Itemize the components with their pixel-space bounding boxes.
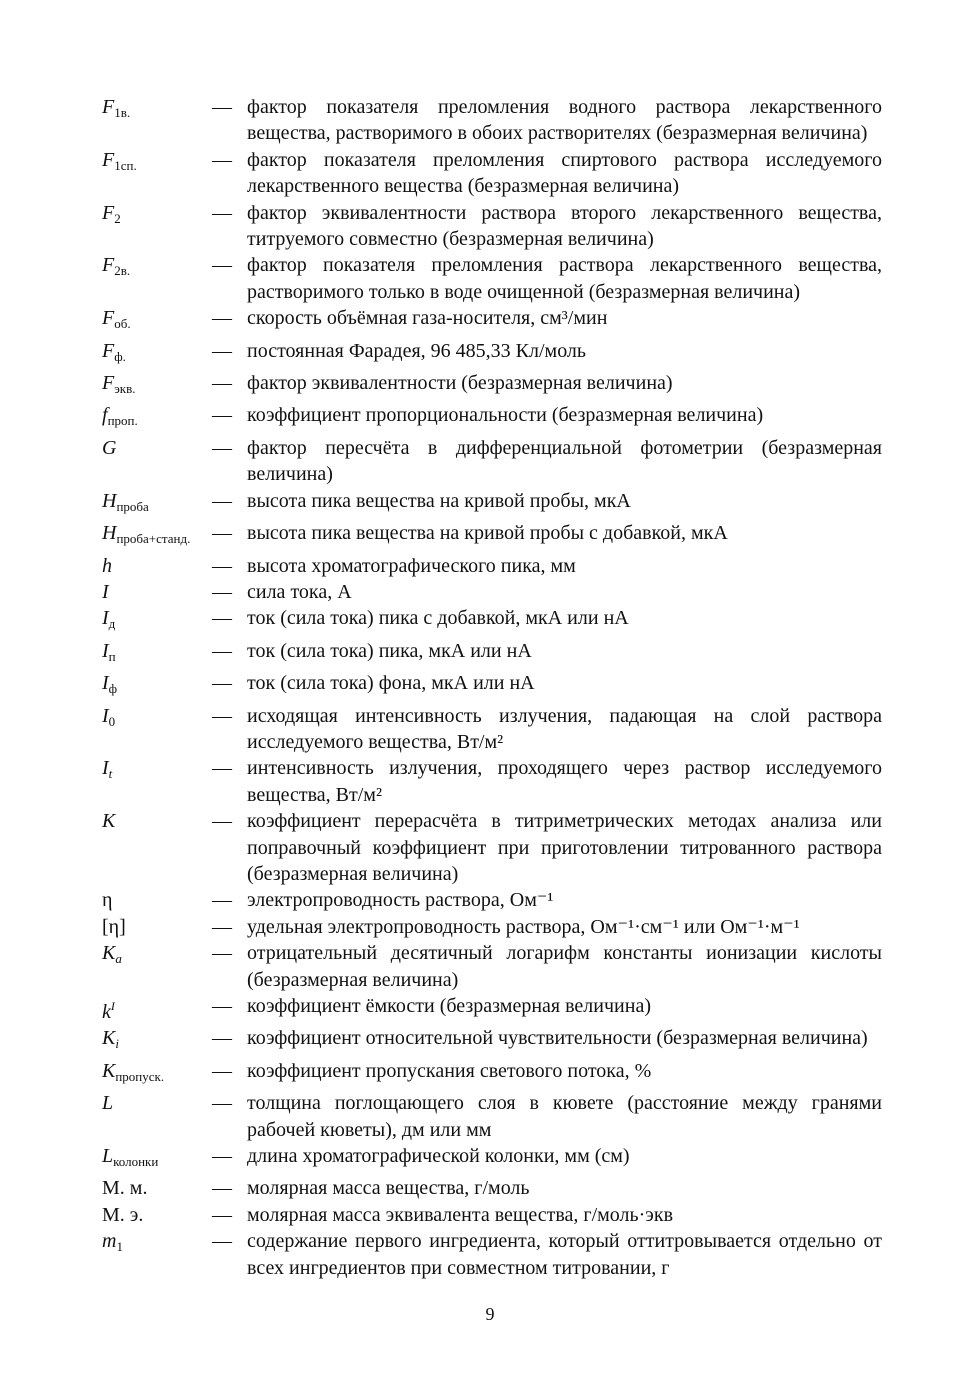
symbol-base: L xyxy=(102,1092,114,1115)
symbol xyxy=(102,914,212,940)
dash: — xyxy=(212,1145,232,1168)
symbol xyxy=(102,1175,212,1201)
glossary-entry xyxy=(102,305,882,337)
glossary-entry xyxy=(102,94,882,147)
dash: — xyxy=(212,1092,232,1115)
glossary-entry xyxy=(102,1090,882,1143)
symbol-subscript: 2в. xyxy=(114,263,131,279)
glossary-entry xyxy=(102,402,882,434)
definition: ток (сила тока) фона, мкА или нА xyxy=(247,672,535,695)
symbol xyxy=(102,1058,212,1090)
definition: коэффициент перерасчёта в титриметрических методах анализа или поправочный коэффициент при приготовлении титрованного раствора (безразмерная величина) xyxy=(247,810,882,885)
definition: молярная масса вещества, г/моль xyxy=(247,1177,530,1200)
symbol xyxy=(102,808,212,834)
definition: коэффициент относительной чувствительности (безразмерная величина) xyxy=(247,1027,868,1050)
symbol-base: М. м. xyxy=(102,1177,148,1200)
definition: удельная электропроводность раствора, Ом⁻¹·см⁻¹ или Ом⁻¹·м⁻¹ xyxy=(247,915,800,938)
dash: — xyxy=(212,915,232,938)
definition: длина хроматографической колонки, мм (см) xyxy=(247,1145,630,1168)
symbol xyxy=(102,488,212,520)
symbol-subscript: экв. xyxy=(114,381,136,397)
symbol xyxy=(102,993,212,1025)
symbol-subscript: проба+станд. xyxy=(116,531,191,547)
definition: интенсивность излучения, проходящего через раствор исследуемого вещества, Вт/м² xyxy=(247,757,882,806)
symbol-base: I xyxy=(102,639,109,662)
symbol-base: m xyxy=(102,1230,117,1253)
glossary-entry xyxy=(102,579,882,605)
symbol-base: k xyxy=(102,1001,111,1023)
symbol-subscript: 1сп. xyxy=(114,157,137,173)
symbol xyxy=(102,1025,212,1057)
symbol-subscript: п xyxy=(108,648,116,664)
symbol xyxy=(102,305,212,337)
symbol-base: I xyxy=(102,607,109,630)
definition: отрицательный десятичный логарифм константы ионизации кислоты (безразмерная величина) xyxy=(247,942,882,991)
definition: фактор пересчёта в дифференциальной фотометрии (безразмерная величина) xyxy=(247,436,882,486)
symbol xyxy=(102,1228,212,1260)
symbol-subscript: ф xyxy=(108,681,118,697)
dash: — xyxy=(212,372,232,395)
dash: — xyxy=(212,307,232,330)
symbol-subscript: i xyxy=(115,1036,119,1052)
symbol-base: H xyxy=(102,489,117,512)
symbol-base: K xyxy=(102,810,116,833)
glossary-entry xyxy=(102,1025,882,1057)
glossary-entry xyxy=(102,1058,882,1090)
symbol xyxy=(102,200,212,232)
symbol xyxy=(102,1090,212,1116)
symbol-subscript: об. xyxy=(114,316,131,332)
symbol-base: K xyxy=(102,942,116,965)
glossary-entry xyxy=(102,1202,882,1228)
dash: — xyxy=(212,1203,232,1226)
definition: постоянная Фарадея, 96 485,33 Кл/моль xyxy=(247,339,587,362)
dash: — xyxy=(212,672,232,695)
dash: — xyxy=(212,1230,232,1253)
definition: фактор показателя преломления спиртового раствора исследуемого лекарственного вещества (безразмерная величина) xyxy=(247,148,882,198)
glossary-entry xyxy=(102,370,882,402)
symbol xyxy=(102,940,212,972)
symbol xyxy=(102,670,212,702)
definition: сила тока, А xyxy=(247,580,352,603)
glossary-entry xyxy=(102,605,882,637)
symbol-base: I xyxy=(102,580,109,603)
dash: — xyxy=(212,489,232,512)
dash: — xyxy=(212,339,232,362)
symbol-base: f xyxy=(102,404,108,427)
symbol-base: η xyxy=(102,889,113,912)
dash: — xyxy=(212,639,232,662)
glossary-entry xyxy=(102,520,882,552)
symbol-base: H xyxy=(102,522,117,545)
dash: — xyxy=(212,1177,232,1200)
dash: — xyxy=(212,148,232,171)
symbol-subscript: д xyxy=(108,616,116,632)
symbol xyxy=(102,887,212,913)
glossary-entry xyxy=(102,703,882,756)
symbol-base: F xyxy=(102,201,115,224)
definition: высота хроматографического пика, мм xyxy=(247,554,576,577)
symbol-base: I xyxy=(102,672,109,695)
dash: — xyxy=(212,436,232,459)
symbol-subscript: 1в. xyxy=(114,105,131,120)
symbol-base: K xyxy=(102,1027,116,1050)
glossary-entry xyxy=(102,252,882,305)
symbol xyxy=(102,435,212,461)
dash: — xyxy=(212,810,232,833)
dash: — xyxy=(212,96,232,118)
dash: — xyxy=(212,201,232,224)
glossary-entry xyxy=(102,488,882,520)
symbol-subscript: колонки xyxy=(113,1154,159,1170)
dash: — xyxy=(212,522,232,545)
symbol-base: G xyxy=(102,436,117,459)
glossary-entry xyxy=(102,887,882,913)
definition: содержание первого ингредиента, который оттитровывается отдельно от всех ингредиентов при совместном титровании, г xyxy=(247,1230,882,1279)
symbol xyxy=(102,520,212,552)
symbol-subscript: 0 xyxy=(108,713,116,729)
glossary-entry xyxy=(102,1228,882,1281)
symbol xyxy=(102,703,212,735)
symbol xyxy=(102,579,212,605)
glossary-entry xyxy=(102,914,882,940)
symbol xyxy=(102,252,212,284)
notation-glossary xyxy=(102,94,882,1281)
definition: ток (сила тока) пика с добавкой, мкА или нА xyxy=(247,607,629,630)
symbol xyxy=(102,1202,212,1228)
symbol xyxy=(102,553,212,579)
symbol-base: F xyxy=(102,148,115,171)
symbol-base: F xyxy=(102,96,115,118)
dash: — xyxy=(212,607,232,630)
symbol-base: h xyxy=(102,554,112,577)
dash: — xyxy=(212,757,232,780)
dash: — xyxy=(212,404,232,427)
symbol-subscript: t xyxy=(108,766,113,782)
symbol xyxy=(102,755,212,787)
dash: — xyxy=(212,580,232,603)
symbol-subscript: пропуск. xyxy=(115,1068,165,1084)
dash: — xyxy=(212,889,232,912)
symbol-base: I xyxy=(102,704,109,727)
dash: — xyxy=(212,942,232,965)
definition: скорость объёмная газа-носителя, см³/мин xyxy=(247,307,608,330)
glossary-entry xyxy=(102,808,882,887)
dash: — xyxy=(212,995,232,1017)
symbol-base: М. э. xyxy=(102,1203,144,1226)
symbol xyxy=(102,147,212,179)
definition: фактор эквивалентности (безразмерная величина) xyxy=(247,372,673,395)
symbol-subscript: проп. xyxy=(107,413,138,429)
glossary-entry xyxy=(102,755,882,808)
definition: высота пика вещества на кривой пробы, мкА xyxy=(247,489,631,512)
definition: коэффициент пропускания светового потока, % xyxy=(247,1059,652,1082)
definition: коэффициент ёмкости (безразмерная величина) xyxy=(247,995,651,1017)
symbol-subscript: проба xyxy=(116,498,149,514)
symbol-base: K xyxy=(102,1059,116,1082)
glossary-entry xyxy=(102,993,882,1025)
glossary-entry xyxy=(102,553,882,579)
symbol-base: F xyxy=(102,372,115,395)
dash: — xyxy=(212,1059,232,1082)
symbol-base: F xyxy=(102,254,115,277)
glossary-entry xyxy=(102,1175,882,1201)
definition: исходящая интенсивность излучения, падающая на слой раствора исследуемого вещества, Вт/м² xyxy=(247,704,882,753)
symbol-subscript: 1 xyxy=(116,1239,123,1255)
definition: фактор эквивалентности раствора второго лекарственного вещества, титруемого совместно (безразмерная величина) xyxy=(247,201,882,251)
symbol-base: F xyxy=(102,307,115,330)
symbol-subscript: a xyxy=(115,951,122,967)
dash: — xyxy=(212,1027,232,1050)
symbol xyxy=(102,638,212,670)
symbol-base: F xyxy=(102,339,115,362)
definition: фактор показателя преломления раствора лекарственного вещества, растворимого только в воде очищенной (безразмерная величина) xyxy=(247,254,882,303)
glossary-entry xyxy=(102,670,882,702)
symbol xyxy=(102,338,212,370)
dash: — xyxy=(212,554,232,577)
glossary-entry xyxy=(102,338,882,370)
symbol xyxy=(102,402,212,434)
glossary-entry xyxy=(102,638,882,670)
definition: молярная масса эквивалента вещества, г/моль·экв xyxy=(247,1203,674,1226)
glossary-entry xyxy=(102,940,882,993)
symbol xyxy=(102,1143,212,1175)
symbol xyxy=(102,94,212,126)
definition: высота пика вещества на кривой пробы с добавкой, мкА xyxy=(247,522,728,545)
dash: — xyxy=(212,254,232,277)
definition: фактор показателя преломления водного раствора лекарственного вещества, растворимого в обоих растворителях (безразмерная величина) xyxy=(247,96,882,145)
definition: толщина поглощающего слоя в кювете (расстояние между гранями рабочей кюветы), дм или мм xyxy=(247,1092,882,1141)
symbol xyxy=(102,370,212,402)
symbol-superscript: I xyxy=(110,999,115,1013)
definition: электропроводность раствора, Ом⁻¹ xyxy=(247,889,554,912)
definition: коэффициент пропорциональности (безразмерная величина) xyxy=(247,404,764,427)
symbol-base: I xyxy=(102,757,109,780)
page-number: 9 xyxy=(485,1304,495,1324)
glossary-entry xyxy=(102,1143,882,1175)
glossary-entry xyxy=(102,435,882,488)
symbol xyxy=(102,605,212,637)
symbol-subscript: 2 xyxy=(114,210,121,226)
symbol-base: L xyxy=(102,1145,114,1168)
glossary-entry xyxy=(102,147,882,200)
glossary-entry xyxy=(102,200,882,253)
symbol-base: [η] xyxy=(102,915,126,938)
definition: ток (сила тока) пика, мкА или нА xyxy=(247,639,532,662)
symbol-subscript: ф. xyxy=(114,348,126,364)
dash: — xyxy=(212,704,232,727)
